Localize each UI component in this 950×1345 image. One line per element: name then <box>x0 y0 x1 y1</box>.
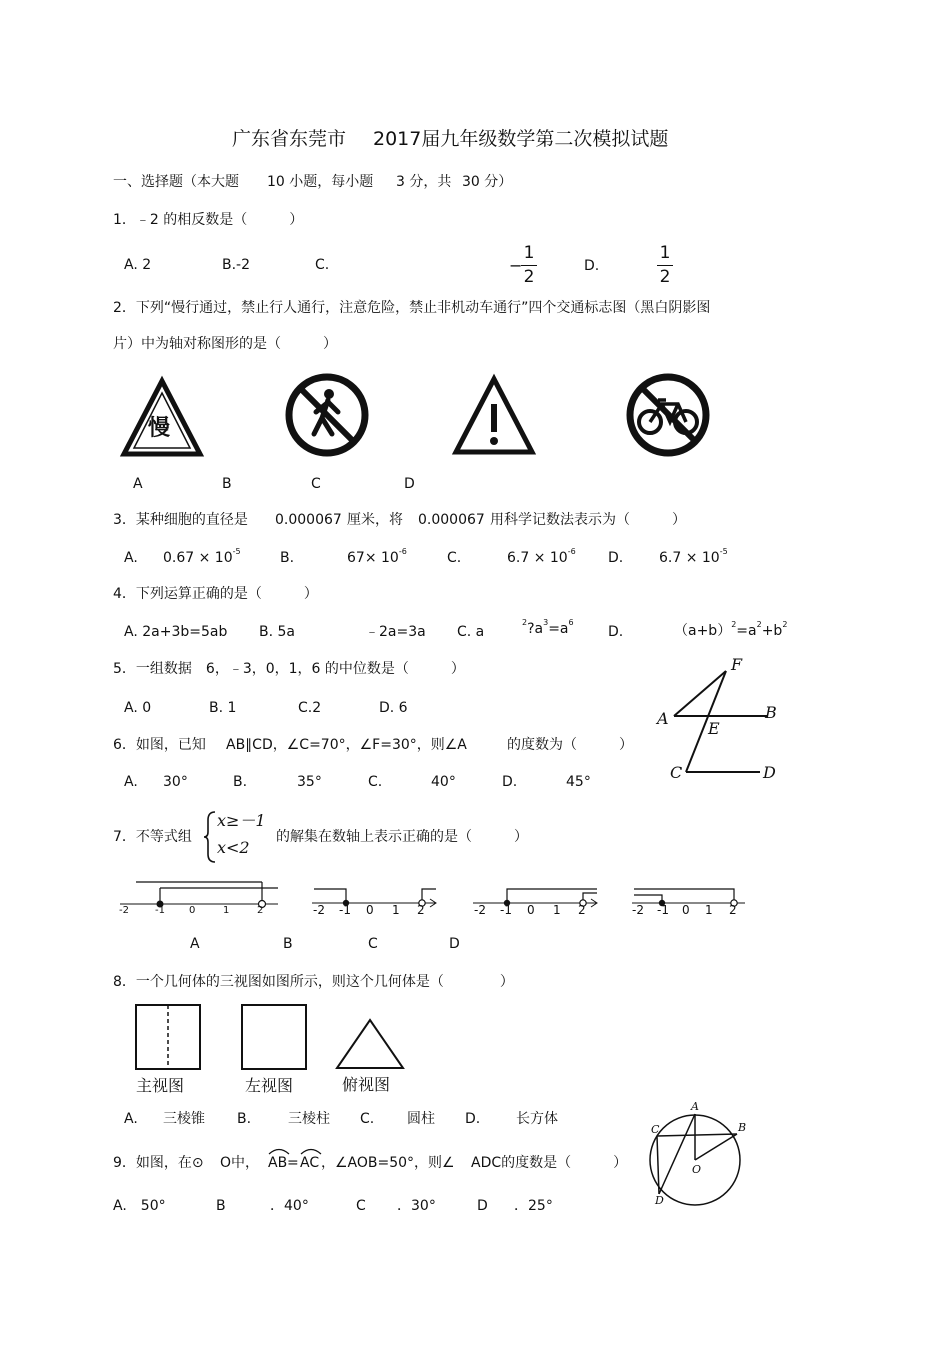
q6-stem-c: 的度数为（ ） <box>507 737 633 753</box>
q6-label-d: D <box>763 763 776 782</box>
q9-arc-ac-mark-icon <box>300 1147 322 1155</box>
q3-stem-b: 0.000067 <box>275 512 342 528</box>
q7-c-tick-1: -2 <box>474 903 486 917</box>
q7-inequality-1: x≥－1 <box>217 811 266 830</box>
q1-option-b: B.-2 <box>222 257 251 273</box>
q4-c-exp1: 2 <box>522 618 528 627</box>
q8-option-a: 三棱锥 <box>163 1111 205 1127</box>
q7-stem-b: 的解集在数轴上表示正确的是（ ） <box>276 829 528 845</box>
q2-stem-line1: 2．下列“慢行通过，禁止行人通行，注意危险，禁止非机动车通行”四个交通标志图（黑白阴影图 <box>113 300 711 316</box>
q3-d-exponent: -5 <box>719 547 728 556</box>
q7-label-d: D <box>449 936 460 952</box>
q3-option-a <box>163 547 241 566</box>
q9-stem-b: O中， <box>220 1155 260 1171</box>
q5-option-c: C.2 <box>298 700 322 716</box>
q4-option-b-part2: ﹣2a=3a <box>365 624 426 640</box>
q6-option-a-label: A. <box>124 774 138 790</box>
q7-d-tick-3: 0 <box>682 903 690 917</box>
q4-d-base: （a+b） <box>674 623 732 639</box>
q7-b-tick-1: -2 <box>313 903 325 917</box>
q7-c-tick-3: 0 <box>527 903 535 917</box>
section-heading: 一、选择题（本大题 <box>113 174 239 190</box>
q8-option-b-label: B. <box>237 1111 252 1127</box>
q4-d-a: =a <box>736 623 757 639</box>
q5-option-b: B. 1 <box>209 700 237 716</box>
q7-label-c: C <box>368 936 378 952</box>
q9-arc-ab-label: AB <box>268 1155 288 1171</box>
q8-option-c-label: C. <box>360 1111 375 1127</box>
q2-stem-line2: 片）中为轴对称图形的是（ ） <box>113 336 337 352</box>
q3-option-b <box>347 547 407 566</box>
q3-stem-a: 3．某种细胞的直径是 <box>113 512 248 528</box>
q2-label-a: A <box>133 476 143 492</box>
q9-option-c: ．30° <box>397 1198 436 1214</box>
q9-stem-c: ，∠AOB=50°，则∠ <box>321 1155 455 1171</box>
q3-option-d-label: D. <box>608 550 624 566</box>
q3-stem-c: 厘米，将 <box>347 512 403 528</box>
q4-option-b-part1: B. 5a <box>259 624 295 640</box>
q9-option-d-label: D <box>477 1198 488 1214</box>
q1-d-denominator: 2 <box>659 267 671 287</box>
q9-option-d: ．25° <box>514 1198 553 1214</box>
q8-option-d-label: D. <box>465 1111 481 1127</box>
q1-option-a: A. 2 <box>124 257 152 273</box>
q8-side-view-label: 左视图 <box>245 1076 294 1095</box>
q3-c-exponent: -6 <box>567 547 576 556</box>
q7-a-tick-3: 0 <box>189 905 196 916</box>
q3-option-b-label: B. <box>280 550 295 566</box>
q1-c-numerator: 1 <box>523 243 535 263</box>
q3-b-exponent: -6 <box>398 547 407 556</box>
q6-label-c: C <box>670 763 683 782</box>
section-total: 30 分） <box>462 174 513 190</box>
q6-option-a: 30° <box>163 774 188 790</box>
q3-stem-d: 0.000067 <box>418 512 485 528</box>
q2-label-d: D <box>404 476 415 492</box>
q4-option-d <box>674 620 788 639</box>
section-score: 3 分，共 <box>396 174 452 190</box>
danger-warning-sign-icon <box>452 376 536 456</box>
q7-b-tick-5: 2 <box>417 903 425 917</box>
q3-option-d <box>659 547 728 566</box>
q6-option-c-label: C. <box>368 774 383 790</box>
q4-c-mid: ?a <box>527 621 544 637</box>
q9-option-c-label: C <box>356 1198 366 1214</box>
q4-c-result: =a <box>548 621 569 637</box>
q9-label-c: C <box>651 1123 660 1136</box>
q7-c-tick-2: -1 <box>500 903 512 917</box>
q1-d-numerator: 1 <box>659 243 671 263</box>
q3-c-base: 6.7 × 10 <box>507 550 568 566</box>
q9-arc-ac-label: AC <box>300 1155 320 1171</box>
no-pedestrian-sign-icon <box>284 372 370 458</box>
q9-option-b-label: B <box>216 1198 226 1214</box>
q2-label-c: C <box>311 476 321 492</box>
q8-option-a-label: A. <box>124 1111 138 1127</box>
q4-d-b: +b <box>761 623 783 639</box>
q4-d-exp1: 2 <box>731 620 737 629</box>
q1-c-denominator: 2 <box>523 267 535 287</box>
q9-label-b: B <box>738 1121 747 1134</box>
q7-a-tick-5: 2 <box>257 905 264 916</box>
q1-option-c: C. <box>315 257 330 273</box>
q6-stem-b: AB∥CD，∠C=70°，∠F=30°，则∠A <box>226 737 467 753</box>
q9-option-a: A. 50° <box>113 1198 166 1214</box>
q3-b-base: 67× 10 <box>347 550 399 566</box>
q5-option-d: D. 6 <box>379 700 408 716</box>
q8-option-d: 长方体 <box>516 1111 558 1127</box>
q7-a-tick-1: -2 <box>119 905 129 916</box>
q7-number-line-a <box>118 878 288 908</box>
q9-option-b: ．40° <box>270 1198 309 1214</box>
q4-c-exp3: 6 <box>568 618 574 627</box>
q8-side-view-figure <box>240 1003 310 1073</box>
q9-arc-equals: = <box>287 1155 299 1171</box>
q9-arc-ac <box>300 1156 319 1170</box>
q3-a-base: 0.67 × 10 <box>163 550 233 566</box>
slow-sign-character: 慢 <box>148 416 171 441</box>
q4-option-c-part1: C. a <box>457 624 485 640</box>
section-count: 10 小题，每小题 <box>267 174 374 190</box>
q7-a-tick-2: -1 <box>155 905 165 916</box>
q3-option-c <box>507 547 576 566</box>
q7-d-tick-5: 2 <box>729 903 737 917</box>
q9-stem-a: 9．如图，在⊙ <box>113 1155 204 1171</box>
q4-c-exp2: 3 <box>543 618 549 627</box>
q5-option-a: A. 0 <box>124 700 152 716</box>
q4-d-exp3: 2 <box>782 620 788 629</box>
q3-stem-e: 用科学记数法表示为（ ） <box>490 512 686 528</box>
q6-option-d: 45° <box>566 774 591 790</box>
q8-top-view-label: 俯视图 <box>342 1075 391 1094</box>
q6-option-c: 40° <box>431 774 456 790</box>
q8-front-view-label: 主视图 <box>136 1076 185 1095</box>
q8-option-b: 三棱柱 <box>288 1111 330 1127</box>
q4-option-c <box>522 618 574 637</box>
q4-d-exp2: 2 <box>756 620 762 629</box>
q6-label-f: F <box>731 655 743 674</box>
q1-option-d: D. <box>584 258 600 274</box>
q9-arc-ab <box>268 1156 287 1170</box>
q9-label-a: A <box>691 1100 699 1113</box>
q6-option-b-label: B. <box>233 774 248 790</box>
q4-option-a: A. 2a+3b=5ab <box>124 624 228 640</box>
q1-stem: 1．﹣2 的相反数是（ ） <box>113 212 304 228</box>
q8-option-c: 圆柱 <box>407 1111 435 1127</box>
q9-arc-ab-mark-icon <box>268 1147 290 1155</box>
q7-d-tick-1: -2 <box>632 903 644 917</box>
q6-option-b: 35° <box>297 774 322 790</box>
q7-b-tick-2: -1 <box>339 903 351 917</box>
q7-d-tick-2: -1 <box>657 903 669 917</box>
q1-option-c-sign: − <box>509 256 523 275</box>
q9-label-d: D <box>655 1194 664 1207</box>
q9-circle-figure <box>645 1108 751 1208</box>
q7-a-tick-4: 1 <box>223 905 230 916</box>
page-title-part2: 2017届九年级数学第二次模拟试题 <box>373 128 669 150</box>
q8-top-view-figure <box>335 1017 407 1073</box>
q3-a-exponent: -5 <box>232 547 241 556</box>
q7-inequality-2: x<2 <box>217 838 250 857</box>
q6-option-d-label: D. <box>502 774 518 790</box>
q4-option-d-label: D. <box>608 624 624 640</box>
q7-c-tick-5: 2 <box>578 903 586 917</box>
q7-b-tick-4: 1 <box>392 903 400 917</box>
q4-stem: 4．下列运算正确的是（ ） <box>113 586 318 602</box>
q1-option-c-fraction <box>521 245 537 286</box>
q9-label-o: O <box>692 1163 702 1176</box>
q1-option-d-fraction <box>657 245 673 286</box>
page-title-part1: 广东省东莞市 <box>232 128 347 150</box>
no-bicycle-sign-icon <box>624 374 714 456</box>
q7-brace-icon <box>203 810 217 864</box>
q6-label-b: B <box>765 703 777 722</box>
q3-d-base: 6.7 × 10 <box>659 550 720 566</box>
q2-label-b: B <box>222 476 232 492</box>
q6-stem-a: 6．如图，已知 <box>113 737 206 753</box>
q6-label-e: E <box>708 719 720 738</box>
q8-front-view-figure <box>134 1003 204 1073</box>
q6-label-a: A <box>657 709 669 728</box>
q8-stem: 8．一个几何体的三视图如图所示，则这个几何体是（ ） <box>113 974 514 990</box>
q7-label-b: B <box>283 936 293 952</box>
q7-stem-a: 7．不等式组 <box>113 829 192 845</box>
q3-option-c-label: C. <box>447 550 462 566</box>
q7-b-tick-3: 0 <box>366 903 374 917</box>
q5-stem: 5．一组数据 6，﹣3，0，1，6 的中位数是（ ） <box>113 661 465 677</box>
q7-c-tick-4: 1 <box>553 903 561 917</box>
q9-stem-d: ADC的度数是（ ） <box>471 1155 628 1171</box>
q7-d-tick-4: 1 <box>705 903 713 917</box>
q7-label-a: A <box>190 936 200 952</box>
q3-option-a-label: A. <box>124 550 138 566</box>
